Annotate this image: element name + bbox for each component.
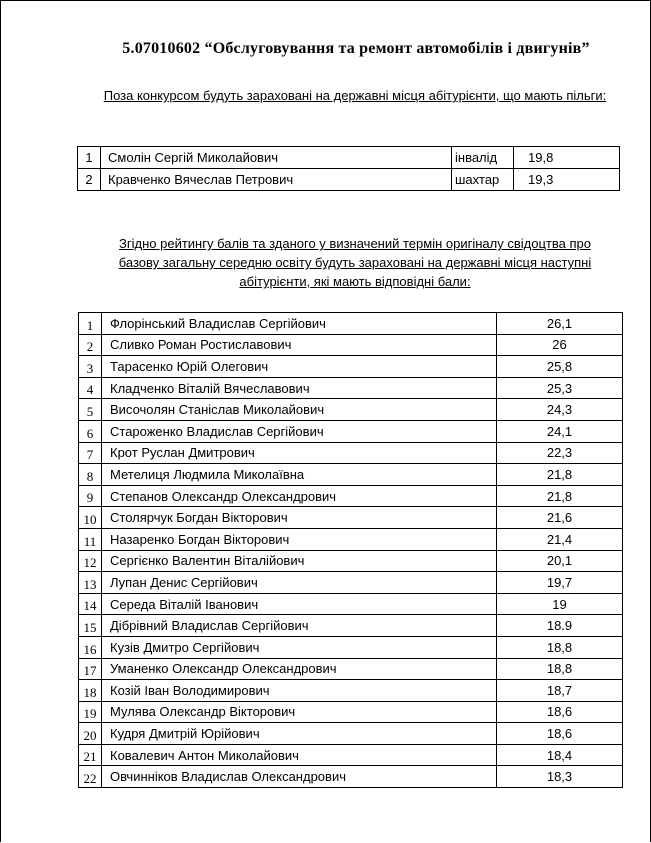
table-row	[79, 334, 623, 356]
applicant-name: Уманенко Олександр Олександрович	[102, 658, 497, 680]
row-number: 22	[79, 766, 102, 788]
applicant-name: Середа Віталій Іванович	[102, 593, 497, 615]
row-number: 3	[79, 356, 102, 378]
row-number: 12	[79, 550, 102, 572]
applicant-name: Кладченко Віталій Вячеславович	[102, 377, 497, 399]
applicant-name: Сливко Роман Ростиславович	[102, 334, 497, 356]
table-row	[78, 169, 620, 191]
applicant-name: Кравченко Вячеслав Петрович	[101, 169, 452, 191]
applicant-score: 26	[497, 334, 623, 356]
table-row	[79, 313, 623, 335]
applicant-score: 25,3	[497, 377, 623, 399]
applicant-name: Крот Руслан Дмитрович	[102, 442, 497, 464]
table-row	[79, 636, 623, 658]
rating-heading: Згідно рейтингу балів та зданого у визначений термін оригіналу свідоцтва про базову загальну середню освіту будуть зараховані на державні місця наступні абітурієнти, які мають відповідні бали:	[118, 236, 592, 289]
benefit-category: інвалід	[452, 147, 514, 169]
applicant-name: Козій Іван Володимирович	[102, 680, 497, 702]
applicant-score: 21,4	[497, 528, 623, 550]
applicant-score: 19	[497, 593, 623, 615]
applicant-score: 22,3	[497, 442, 623, 464]
row-number: 1	[79, 313, 102, 335]
table-row	[79, 399, 623, 421]
applicant-score: 18.9	[497, 615, 623, 637]
row-number: 8	[79, 464, 102, 486]
applicant-name: Височолян Станіслав Миколайович	[102, 399, 497, 421]
applicant-score: 24,3	[497, 399, 623, 421]
row-number: 13	[79, 572, 102, 594]
table-row	[79, 680, 623, 702]
row-number: 17	[79, 658, 102, 680]
applicant-name: Староженко Владислав Сергійович	[102, 420, 497, 442]
applicant-name: Мулява Олександр Вікторович	[102, 701, 497, 723]
table-row	[79, 442, 623, 464]
applicant-name: Смолін Сергій Миколайович	[101, 147, 452, 169]
applicant-name: Степанов Олександр Олександрович	[102, 485, 497, 507]
table-row	[79, 744, 623, 766]
table-row	[79, 766, 623, 788]
table-row	[79, 528, 623, 550]
applicant-score: 24,1	[497, 420, 623, 442]
table-row	[79, 420, 623, 442]
applicant-score: 20,1	[497, 550, 623, 572]
table-row	[79, 550, 623, 572]
row-number: 4	[79, 377, 102, 399]
applicant-score: 21,6	[497, 507, 623, 529]
applicant-score: 26,1	[497, 313, 623, 335]
applicant-name: Метелиця Людмила Миколаївна	[102, 464, 497, 486]
table-row	[79, 572, 623, 594]
benefit-category: шахтар	[452, 169, 514, 191]
row-number: 1	[78, 147, 101, 169]
table-row	[79, 356, 623, 378]
applicant-score: 19,3	[514, 169, 620, 191]
row-number: 5	[79, 399, 102, 421]
applicant-name: Тарасенко Юрій Олегович	[102, 356, 497, 378]
applicant-score: 21,8	[497, 485, 623, 507]
applicant-score: 18,3	[497, 766, 623, 788]
rating-table	[78, 312, 623, 788]
applicant-score: 19,7	[497, 572, 623, 594]
table-row	[79, 485, 623, 507]
applicant-name: Флорінський Владислав Сергійович	[102, 313, 497, 335]
row-number: 16	[79, 636, 102, 658]
applicant-name: Столярчук Богдан Вікторович	[102, 507, 497, 529]
row-number: 21	[79, 744, 102, 766]
applicant-score: 18,8	[497, 636, 623, 658]
table-row	[79, 615, 623, 637]
row-number: 2	[79, 334, 102, 356]
row-number: 7	[79, 442, 102, 464]
row-number: 9	[79, 485, 102, 507]
table-row	[78, 147, 620, 169]
row-number: 14	[79, 593, 102, 615]
applicant-name: Ковалевич Антон Миколайович	[102, 744, 497, 766]
applicant-score: 21,8	[497, 464, 623, 486]
table-row	[79, 658, 623, 680]
row-number: 20	[79, 723, 102, 745]
preferential-heading: Поза конкурсом будуть зараховані на державні місця абітурієнти, що мають пільги:	[103, 88, 607, 103]
row-number: 15	[79, 615, 102, 637]
applicant-score: 18,6	[497, 723, 623, 745]
applicant-name: Кудря Дмитрій Юрійович	[102, 723, 497, 745]
applicant-name: Назаренко Богдан Вікторович	[102, 528, 497, 550]
applicant-score: 18,4	[497, 744, 623, 766]
row-number: 10	[79, 507, 102, 529]
preferential-table	[77, 146, 620, 191]
row-number: 18	[79, 680, 102, 702]
table-row	[79, 464, 623, 486]
applicant-score: 18,6	[497, 701, 623, 723]
applicant-name: Сергієнко Валентин Віталійович	[102, 550, 497, 572]
table-row	[79, 593, 623, 615]
table-row	[79, 377, 623, 399]
applicant-score: 25,8	[497, 356, 623, 378]
applicant-name: Лупан Денис Сергійович	[102, 572, 497, 594]
table-row	[79, 723, 623, 745]
applicant-name: Овчинніков Владислав Олександрович	[102, 766, 497, 788]
applicant-name: Дібрівний Владислав Сергійович	[102, 615, 497, 637]
applicant-score: 19,8	[514, 147, 620, 169]
applicant-score: 18,7	[497, 680, 623, 702]
row-number: 6	[79, 420, 102, 442]
table-row	[79, 701, 623, 723]
applicant-name: Кузів Дмитро Сергійович	[102, 636, 497, 658]
row-number: 19	[79, 701, 102, 723]
row-number: 2	[78, 169, 101, 191]
page-title: 5.07010602 “Обслуговування та ремонт автомобілів і двигунів”	[122, 40, 590, 57]
applicant-score: 18,8	[497, 658, 623, 680]
table-row	[79, 507, 623, 529]
row-number: 11	[79, 528, 102, 550]
